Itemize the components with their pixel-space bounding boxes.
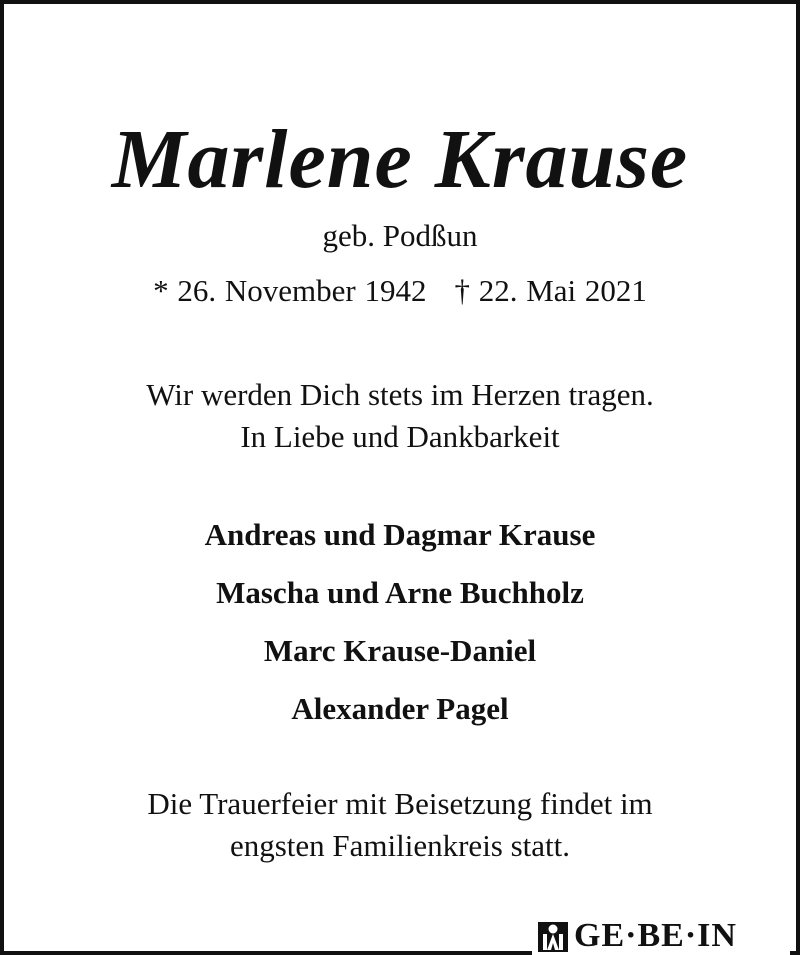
bottom-border-left bbox=[0, 951, 532, 955]
family-member: Andreas und Dagmar Krause bbox=[204, 517, 596, 552]
quote-line-1: Wir werden Dich stets im Herzen tragen. bbox=[146, 377, 654, 412]
ceremony-info bbox=[0, 783, 800, 867]
family-member: Alexander Pagel bbox=[291, 691, 509, 726]
logo-text: GE·BE·IN bbox=[574, 917, 737, 954]
memorial-quote bbox=[0, 374, 800, 458]
death-date: † 22. Mai 2021 bbox=[454, 273, 647, 308]
ceremony-line-2: engsten Familienkreis statt. bbox=[229, 828, 571, 863]
deceased-name: Marlene Krause bbox=[111, 113, 689, 206]
maiden-name: geb. Podßun bbox=[322, 218, 478, 253]
family-member: Marc Krause-Daniel bbox=[263, 633, 537, 668]
ceremony-line-1: Die Trauerfeier mit Beisetzung findet im bbox=[147, 786, 653, 821]
life-dates bbox=[0, 271, 800, 311]
gebein-logo-icon bbox=[538, 920, 568, 952]
birth-date: * 26. November 1942 bbox=[153, 273, 427, 308]
bottom-border-right bbox=[790, 951, 800, 955]
quote-line-2: In Liebe und Dankbarkeit bbox=[240, 419, 560, 454]
family-list bbox=[0, 512, 800, 744]
gebein-logo bbox=[538, 918, 737, 954]
family-member: Mascha und Arne Buchholz bbox=[216, 575, 584, 610]
